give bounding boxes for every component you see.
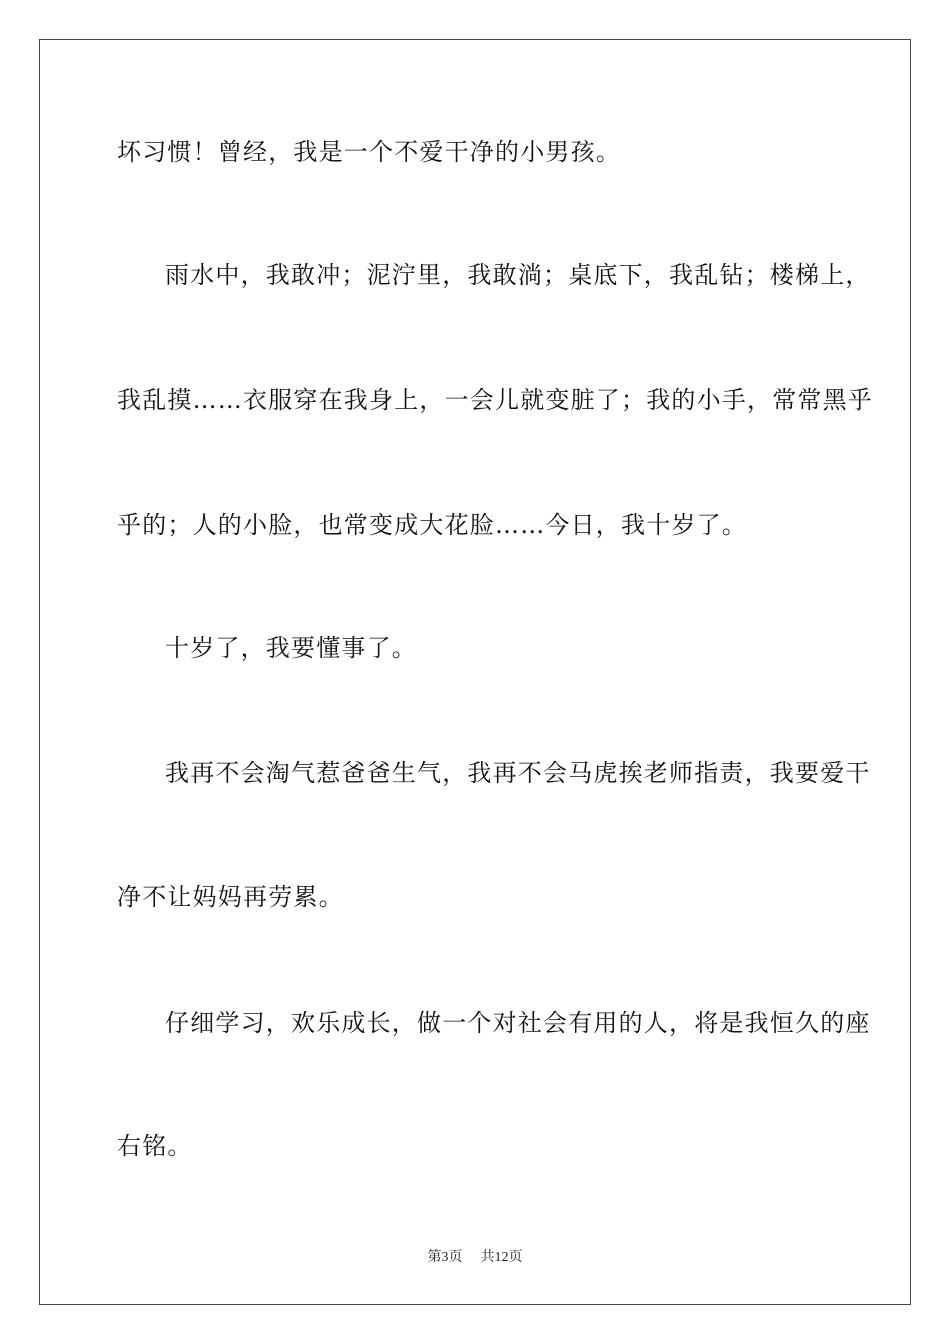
text-line: 我再不会淘气惹爸爸生气，我再不会马虎挨老师指责，我要爱干 (165, 759, 871, 787)
text-line: 乎的；人的小脸，也常变成大花脸……今日，我十岁了。 (117, 511, 747, 539)
page-frame (39, 39, 911, 1305)
text-line: 仔细学习，欢乐成长，做一个对社会有用的人，将是我恒久的座 (165, 1009, 871, 1037)
page-number: 第3页 (427, 1250, 463, 1265)
text-line: 坏习惯！曾经，我是一个不爱干净的小男孩。 (117, 138, 621, 166)
text-line: 十岁了，我要懂事了。 (165, 634, 417, 662)
text-line: 右铭。 (117, 1132, 193, 1160)
text-line: 雨水中，我敢冲；泥泞里，我敢淌；桌底下，我乱钻；楼梯上， (165, 261, 871, 289)
page-footer (0, 1246, 950, 1266)
text-line: 净不让妈妈再劳累。 (117, 883, 344, 911)
total-pages: 共12页 (480, 1250, 523, 1265)
text-line: 我乱摸……衣服穿在我身上，一会儿就变脏了；我的小手，常常黑乎 (117, 386, 873, 414)
